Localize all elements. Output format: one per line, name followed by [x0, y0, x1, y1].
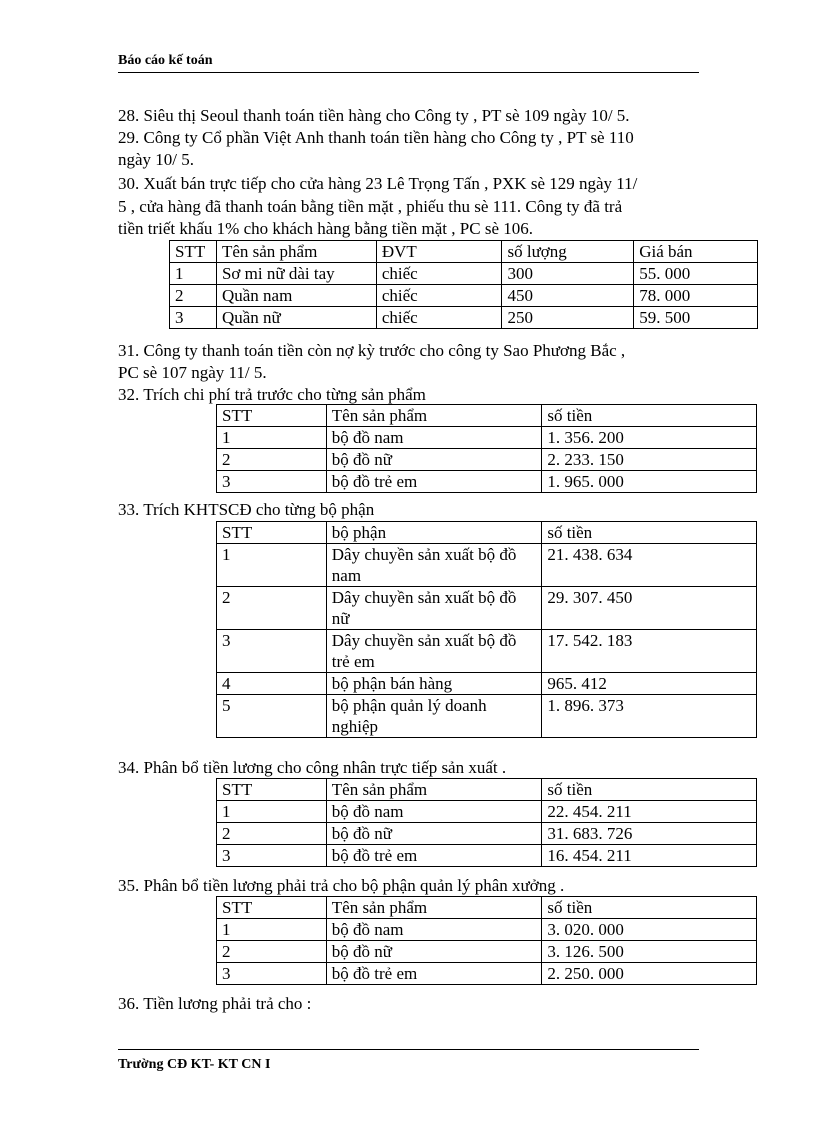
- table-cell: 55. 000: [634, 263, 758, 285]
- table-row: [217, 963, 757, 985]
- header-cell: số tiền: [542, 405, 757, 427]
- table-cell: 1. 356. 200: [542, 427, 757, 449]
- table-cell: Dây chuyền sản xuất bộ đồ trẻ em: [326, 630, 542, 673]
- table-cell: bộ đồ nữ: [326, 941, 542, 963]
- table-cell: 1: [217, 427, 327, 449]
- paragraph-28: 28. Siêu thị Seoul thanh toán tiền hàng cho Công ty , PT sè 109 ngày 10/ 5.: [118, 106, 630, 125]
- header-cell: STT: [217, 405, 327, 427]
- table-cell: 3: [217, 963, 327, 985]
- header-cell: ĐVT: [376, 241, 502, 263]
- table-cell: chiếc: [376, 307, 502, 329]
- table-row: [217, 801, 757, 823]
- table-cell: Quần nữ: [216, 307, 376, 329]
- table-row: [217, 449, 757, 471]
- paragraph-29-line2: ngày 10/ 5.: [118, 150, 195, 169]
- table-cell: 2: [217, 823, 327, 845]
- paragraph-35: 35. Phân bổ tiền lương phải trả cho bộ phận quản lý phân xưởng .: [118, 876, 565, 895]
- header-cell: Tên sản phẩm: [326, 779, 542, 801]
- table-cell: 3: [217, 845, 327, 867]
- paragraph-34: 34. Phân bổ tiền lương cho công nhân trực tiếp sản xuất .: [118, 758, 507, 777]
- paragraph-33: 33. Trích KHTSCĐ cho từng bộ phận: [118, 500, 375, 519]
- table-cell: 3: [217, 630, 327, 673]
- table-row: [217, 941, 757, 963]
- table-cell: 3. 126. 500: [542, 941, 757, 963]
- table-cell: 1: [217, 544, 327, 587]
- table-cell: chiếc: [376, 285, 502, 307]
- table-cell: 1. 896. 373: [542, 695, 757, 738]
- paragraph-30-line1: 30. Xuất bán trực tiếp cho cửa hàng 23 Lê Trọng Tấn , PXK sè 129 ngày 11/: [118, 174, 638, 193]
- table-cell: 29. 307. 450: [542, 587, 757, 630]
- paragraph-30-line2: 5 , cửa hàng đã thanh toán bằng tiền mặt , phiếu thu sè 111. Công ty đã trả: [118, 197, 623, 216]
- paragraph-29-line1: 29. Công ty Cổ phần Việt Anh thanh toán tiền hàng cho Công ty , PT sè 110: [118, 128, 634, 147]
- table-row: [217, 919, 757, 941]
- header-cell: Tên sản phẩm: [216, 241, 376, 263]
- header-cell: STT: [217, 522, 327, 544]
- table-cell: 17. 542. 183: [542, 630, 757, 673]
- table-cell: 2: [217, 941, 327, 963]
- table-cell: 1. 965. 000: [542, 471, 757, 493]
- table-cell: 4: [217, 673, 327, 695]
- paragraph-36: 36. Tiền lương phải trả cho :: [118, 994, 312, 1013]
- table-cell: 31. 683. 726: [542, 823, 757, 845]
- table-32: [216, 404, 757, 493]
- table-cell: 1: [217, 919, 327, 941]
- paragraph-32: 32. Trích chi phí trả trước cho từng sản phẩm: [118, 385, 426, 404]
- table-cell: 965. 412: [542, 673, 757, 695]
- header-cell: STT: [217, 897, 327, 919]
- header-cell: số lượng: [502, 241, 634, 263]
- header-cell: Tên sản phẩm: [326, 405, 542, 427]
- table-cell: 300: [502, 263, 634, 285]
- table-cell: bộ đồ nam: [326, 919, 542, 941]
- table-cell: 3: [217, 471, 327, 493]
- table-35: [216, 896, 757, 985]
- table-cell: 21. 438. 634: [542, 544, 757, 587]
- table-cell: 2. 233. 150: [542, 449, 757, 471]
- table-cell: bộ phận bán hàng: [326, 673, 542, 695]
- table-row: [217, 695, 757, 738]
- paragraph-31-line1: 31. Công ty thanh toán tiền còn nợ kỳ trước cho công ty Sao Phương Bắc ,: [118, 341, 626, 360]
- table-row: [170, 263, 758, 285]
- table-cell: Dây chuyền sản xuất bộ đồ nam: [326, 544, 542, 587]
- header-cell: Tên sản phẩm: [326, 897, 542, 919]
- table-row: [217, 845, 757, 867]
- table-cell: 59. 500: [634, 307, 758, 329]
- table-cell: 1: [217, 801, 327, 823]
- table-cell: 2: [217, 587, 327, 630]
- table-cell: bộ đồ trẻ em: [326, 963, 542, 985]
- table-cell: Quần nam: [216, 285, 376, 307]
- table-row: [217, 823, 757, 845]
- table-row: [217, 544, 757, 587]
- header-cell: Giá bán: [634, 241, 758, 263]
- table-cell: bộ đồ nam: [326, 427, 542, 449]
- header-cell: STT: [170, 241, 217, 263]
- table-cell: 250: [502, 307, 634, 329]
- table-cell: 3: [170, 307, 217, 329]
- table-cell: Sơ mi nữ dài tay: [216, 263, 376, 285]
- page-header: Báo cáo kế toán: [118, 53, 213, 68]
- paragraph-30-line3: tiền triết khấu 1% cho khách hàng bằng tiền mặt , PC sè 106.: [118, 219, 533, 238]
- header-cell: số tiền: [542, 779, 757, 801]
- table-row: [217, 587, 757, 630]
- table-cell: 78. 000: [634, 285, 758, 307]
- table-row: [217, 630, 757, 673]
- page-footer: Trường CĐ KT- KT CN I: [118, 1057, 271, 1072]
- table-30: [169, 240, 758, 329]
- table-header-row: [217, 897, 757, 919]
- table-cell: 2: [217, 449, 327, 471]
- header-cell: số tiền: [542, 522, 757, 544]
- table-cell: bộ đồ nữ: [326, 823, 542, 845]
- footer-rule: [118, 1049, 699, 1050]
- table-cell: bộ đồ nam: [326, 801, 542, 823]
- header-cell: số tiền: [542, 897, 757, 919]
- table-header-row: [170, 241, 758, 263]
- header-cell: STT: [217, 779, 327, 801]
- header-rule: [118, 72, 699, 73]
- table-header-row: [217, 522, 757, 544]
- table-cell: bộ đồ trẻ em: [326, 845, 542, 867]
- paragraph-31-line2: PC sè 107 ngày 11/ 5.: [118, 363, 267, 382]
- table-cell: bộ phận quản lý doanh nghiệp: [326, 695, 542, 738]
- table-cell: 5: [217, 695, 327, 738]
- table-cell: 1: [170, 263, 217, 285]
- table-cell: 22. 454. 211: [542, 801, 757, 823]
- header-cell: bộ phận: [326, 522, 542, 544]
- table-cell: bộ đồ trẻ em: [326, 471, 542, 493]
- table-row: [217, 427, 757, 449]
- table-cell: 2. 250. 000: [542, 963, 757, 985]
- table-cell: 2: [170, 285, 217, 307]
- table-row: [217, 471, 757, 493]
- table-34: [216, 778, 757, 867]
- table-row: [170, 285, 758, 307]
- table-33: [216, 521, 757, 738]
- table-cell: bộ đồ nữ: [326, 449, 542, 471]
- table-row: [217, 673, 757, 695]
- table-cell: 450: [502, 285, 634, 307]
- table-cell: 3. 020. 000: [542, 919, 757, 941]
- table-cell: chiếc: [376, 263, 502, 285]
- table-row: [170, 307, 758, 329]
- table-header-row: [217, 405, 757, 427]
- table-cell: 16. 454. 211: [542, 845, 757, 867]
- table-header-row: [217, 779, 757, 801]
- table-cell: Dây chuyền sản xuất bộ đồ nữ: [326, 587, 542, 630]
